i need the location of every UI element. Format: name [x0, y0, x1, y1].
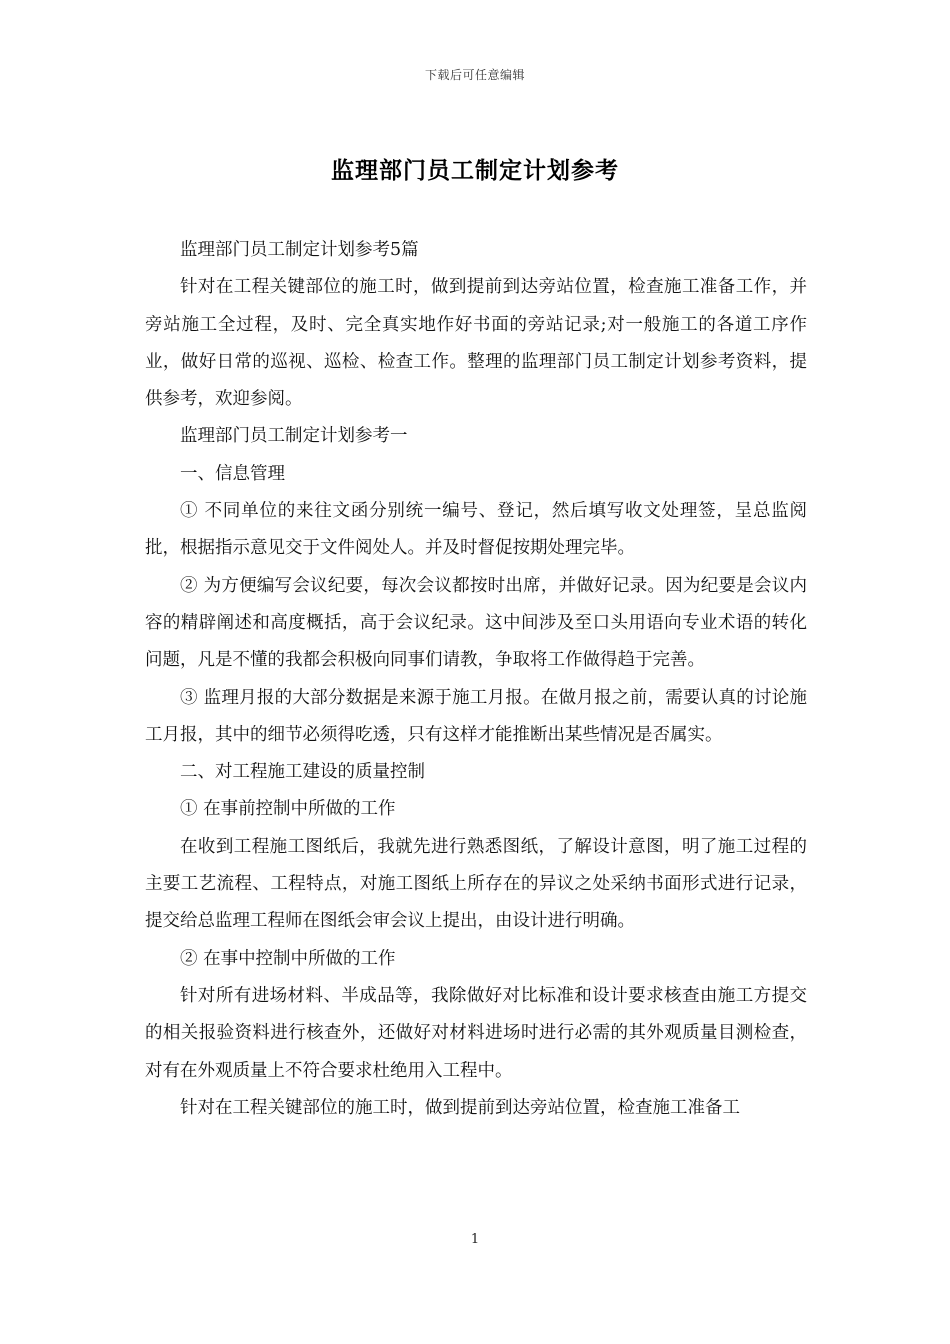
subsection-heading: ① 在事前控制中所做的工作	[180, 799, 396, 820]
paragraph: 针对所有进场材料、半成品等，我除做好对比标准和设计要求核查由施工方提交的相关报验资料进行核查外，还做好对材料进场时进行必需的其外观质量目测检查，对有在外观质量上不符合要求杜绝用入工程中。	[145, 985, 807, 1081]
paragraph: ② 为方便编写会议纪要，每次会议都按时出席，并做好记录。因为纪要是会议内容的精辟阐述和高度概括，高于会议纪录。这中间涉及至口头用语向专业术语的转化问题，凡是不懂的我都会积极向同事们请教，争取将工作做得趋于完善。	[145, 575, 807, 671]
paragraph: 监理部门员工制定计划参考一	[180, 426, 408, 447]
paragraph: 在收到工程施工图纸后，我就先进行熟悉图纸，了解设计意图，明了施工过程的主要工艺流程、工程特点，对施工图纸上所存在的异议之处采纳书面形式进行记录，提交给总监理工程师在图纸会审会议上提出，由设计进行明确。	[145, 836, 807, 932]
paragraph: ③ 监理月报的大部分数据是来源于施工月报。在做月报之前，需要认真的讨论施工月报，其中的细节必须得吃透，只有这样才能推断出某些情况是否属实。	[145, 687, 807, 745]
paragraph: 监理部门员工制定计划参考5篇	[180, 240, 419, 260]
document-title: 监理部门员工制定计划参考	[331, 157, 619, 184]
paragraph: 针对在工程关键部位的施工时，做到提前到达旁站位置，检查施工准备工	[180, 1097, 740, 1118]
section-heading: 二、对工程施工建设的质量控制	[180, 762, 425, 783]
page-number: 1	[470, 1232, 480, 1247]
document-body	[145, 232, 807, 1127]
paragraph: ① 不同单位的来往文函分别统一编号、登记，然后填写收文处理签，呈总监阅批，根据指示意见交于文件阅处人。并及时督促按期处理完毕。	[145, 501, 807, 559]
header-note: 下载后可任意编辑	[424, 68, 525, 82]
subsection-heading: ② 在事中控制中所做的工作	[180, 948, 396, 969]
paragraph: 针对在工程关键部位的施工时，做到提前到达旁站位置，检查施工准备工作，并旁站施工全过程，及时、完全真实地作好书面的旁站记录;对一般施工的各道工序作业，做好日常的巡视、巡检、检查工作。整理的监理部门员工制定计划参考资料，提供参考，欢迎参阅。	[145, 277, 807, 410]
section-heading: 一、信息管理	[180, 463, 285, 484]
